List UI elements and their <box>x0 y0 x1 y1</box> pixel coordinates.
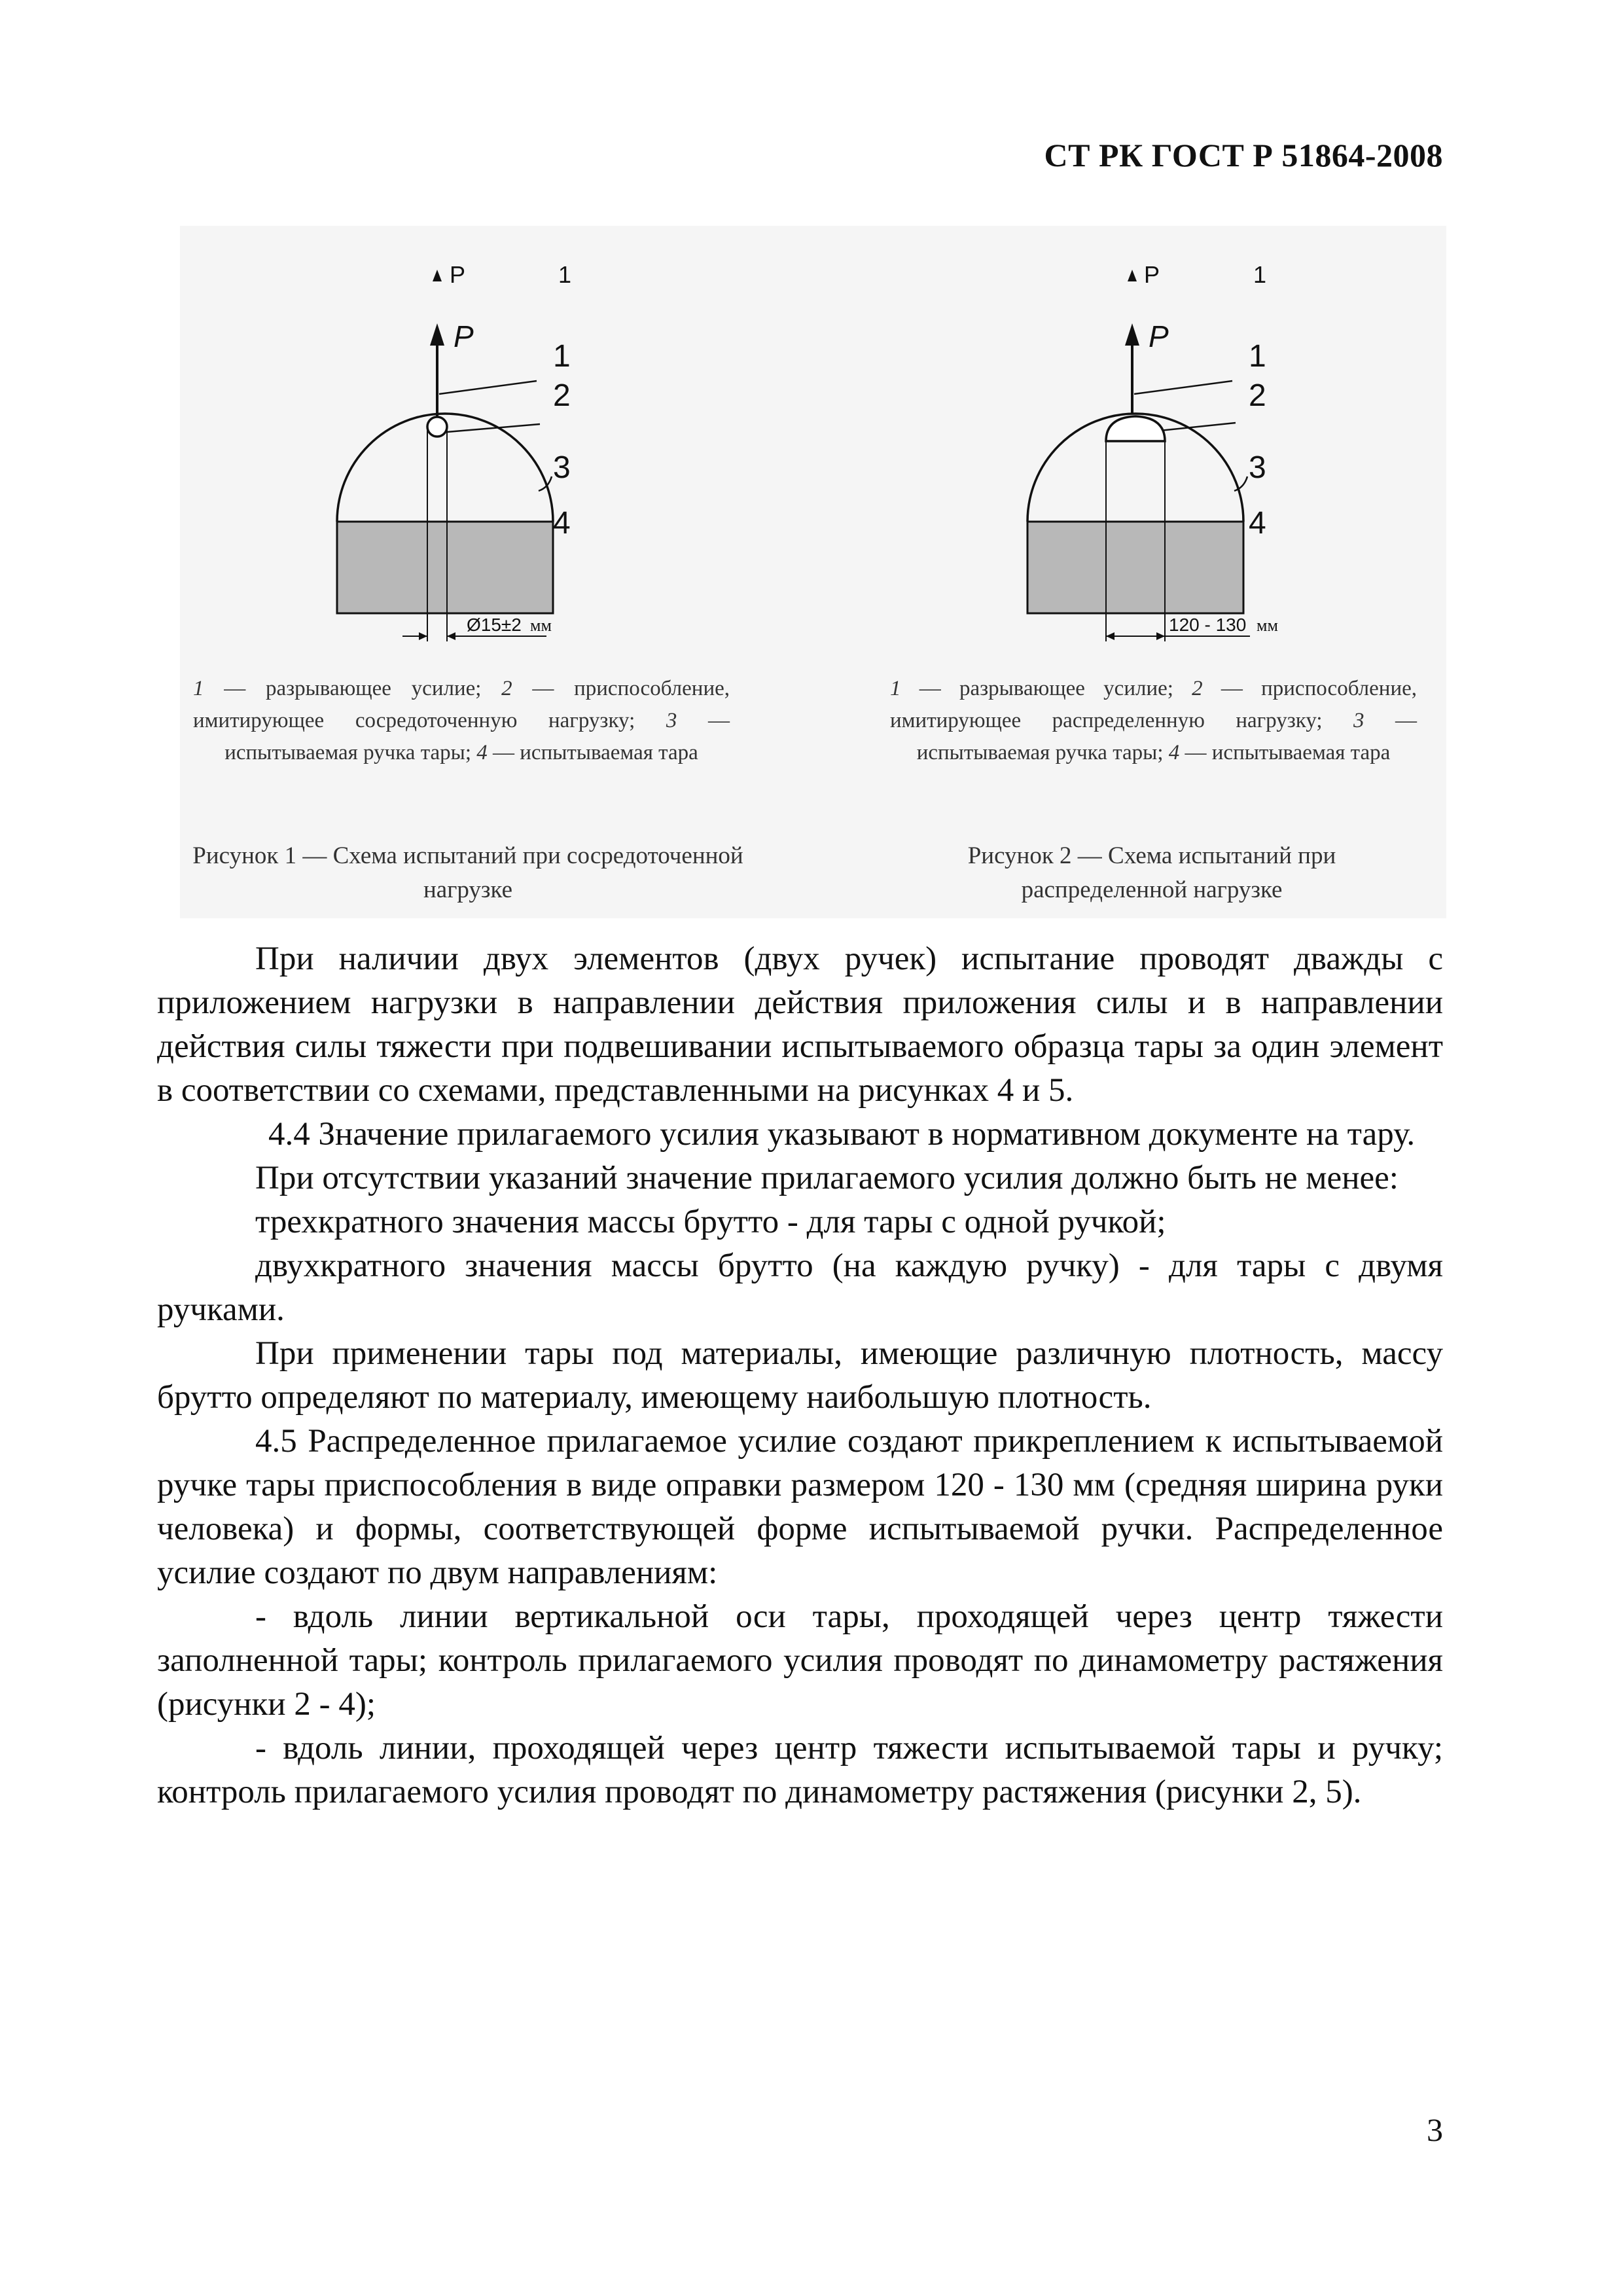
figure-1 <box>311 255 638 661</box>
paragraph-7: 4.5 Распределенное прилагаемое усилие создают прикреплением к испытываемой ручке тары приспособления в виде оправки размером 120 - 130 мм (средняя ширина руки человека) и формы, соответствующей форме испытываемой ручки. Распределенное усилие создают по двум направлениям: <box>157 1423 1443 1591</box>
paragraph-3: При отсутствии указаний значение прилагаемого усилия должно быть не менее: <box>255 1160 1399 1196</box>
figure-2-caption: Рисунок 2 — Схема испытаний при распределенной нагрузке <box>967 842 1336 903</box>
figure-1-caption: Рисунок 1 — Схема испытаний при сосредоточенной нагрузке <box>192 842 743 903</box>
fixture-circle <box>427 417 447 437</box>
paragraph-6: При применении тары под материалы, имеющие различную плотность, массу брутто определяют по материалу, имеющему наибольшую плотность. <box>157 1335 1443 1416</box>
body-text <box>157 937 1443 1814</box>
label-4: 4 <box>553 506 571 541</box>
paragraph-5: двухкратного значения массы брутто (на каждую ручку) - для тары с двумя ручками. <box>157 1247 1443 1328</box>
dimension-value: 120 - 130 <box>1169 615 1247 635</box>
label-4: 4 <box>1249 506 1266 541</box>
paragraph-4: трехкратного значения массы брутто - для тары с одной ручкой; <box>255 1204 1166 1240</box>
dimension-value: Ø15±2 <box>467 615 522 635</box>
figure-1-diagram <box>311 255 638 661</box>
force-label: P <box>454 319 474 353</box>
svg-text:P: P <box>1144 261 1160 288</box>
ghost-top-line <box>1128 261 1266 288</box>
figure-2-legend: 1 — разрывающее усилие; 2 — приспособление, имитирующее распределенную нагрузку; 3 — испытываемая ручка тары; 4 — испытываемая тара <box>890 677 1418 764</box>
fixture-mandrel <box>1106 416 1165 441</box>
document-header: СТ РК ГОСТ Р 51864-2008 <box>1044 137 1443 173</box>
force-arrow <box>1125 323 1139 414</box>
container-body <box>1027 522 1243 613</box>
dimension-unit: мм <box>1257 616 1278 635</box>
figure-2-diagram <box>1008 255 1348 661</box>
label-2: 2 <box>1249 378 1266 413</box>
label-1: 1 <box>1249 339 1266 374</box>
paragraph-2: 4.4 Значение прилагаемого усилия указывают в нормативном документе на тару. <box>268 1116 1416 1153</box>
paragraph-9: - вдоль линии, проходящей через центр тяжести испытываемой тары и ручку; контроль прилагаемого усилия проводят по динамометру растяжения (рисунки 2, 5). <box>157 1730 1443 1810</box>
label-3: 3 <box>1249 450 1266 485</box>
svg-text:P: P <box>450 261 466 288</box>
ghost-top-line <box>433 261 571 288</box>
force-arrow <box>430 323 444 424</box>
dimension-unit: мм <box>530 616 552 635</box>
label-1: 1 <box>553 339 571 374</box>
figure-2 <box>1008 255 1348 661</box>
force-label: P <box>1149 319 1169 353</box>
paragraph-8: - вдоль линии вертикальной оси тары, проходящей через центр тяжести заполненной тары; контроль прилагаемого усилия проводят по динамометру растяжения (рисунки 2 - 4); <box>157 1598 1443 1723</box>
svg-text:1: 1 <box>558 261 572 288</box>
svg-text:1: 1 <box>1253 261 1267 288</box>
paragraph-1: При наличии двух элементов (двух ручек) испытание проводят дважды с приложением нагрузки в направлении действия приложения силы и в направлении действия силы тяжести при подвешивании испытываемого образца тары за один элемент в соответствии со схемами, представленными на рисунках 4 и 5. <box>157 941 1443 1109</box>
figure-1-legend: 1 — разрывающее усилие; 2 — приспособление, имитирующее сосредоточенную нагрузку; 3 — испытываемая ручка тары; 4 — испытываемая тара <box>193 677 730 764</box>
label-2: 2 <box>553 378 571 413</box>
container-body <box>337 522 553 613</box>
label-3: 3 <box>553 450 571 485</box>
page-number: 3 <box>1427 2111 1443 2148</box>
